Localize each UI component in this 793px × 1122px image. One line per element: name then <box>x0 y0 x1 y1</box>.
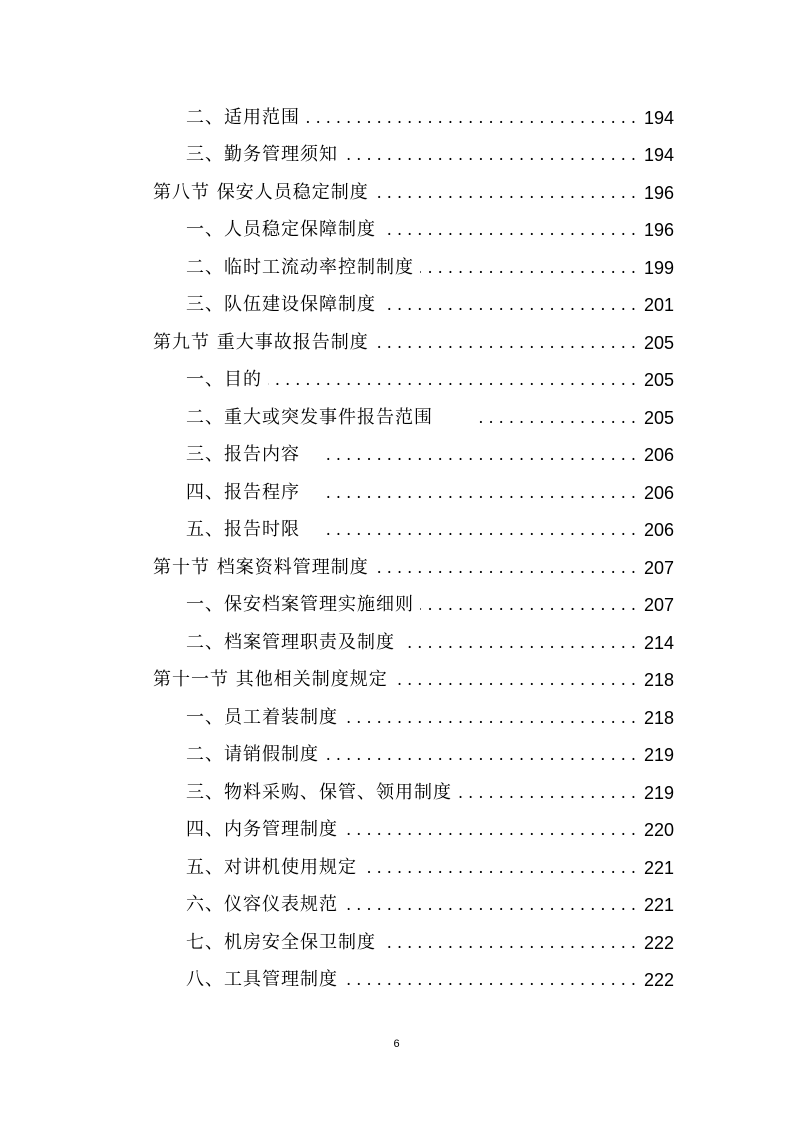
toc-entry-label: 一、人员稳定保障制度 <box>186 219 376 240</box>
toc-entry-label: 第十一节 其他相关制度规定 <box>153 669 388 690</box>
toc-entry-label: 五、对讲机使用规定 <box>186 857 357 878</box>
toc-entry[interactable] <box>186 362 674 398</box>
toc-entry[interactable] <box>186 100 674 136</box>
dot-leader <box>394 662 636 698</box>
toc-entry[interactable] <box>186 475 674 511</box>
toc-entry-label: 二、重大或突发事件报告范围 <box>186 407 433 428</box>
toc-entry-page: 201 <box>643 295 674 315</box>
toc-entry-page: 221 <box>643 858 674 878</box>
dot-leader <box>325 737 636 773</box>
toc-entry-label: 三、勤务管理须知 <box>186 144 338 165</box>
dot-leader <box>324 475 636 511</box>
toc-entry[interactable] <box>186 962 674 998</box>
dot-leader <box>382 212 636 248</box>
dot-leader <box>344 700 636 736</box>
toc-entry-page: 196 <box>643 183 674 203</box>
toc-entry-page: 205 <box>643 370 674 390</box>
dot-leader <box>344 812 636 848</box>
toc-entry-page: 207 <box>643 595 674 615</box>
toc-entry[interactable] <box>186 812 674 848</box>
dot-leader <box>344 962 636 998</box>
toc-entry-page: 214 <box>643 633 674 653</box>
dot-leader <box>306 100 636 136</box>
toc-entry-page: 194 <box>643 145 674 165</box>
toc-entry-label: 第九节 重大事故报告制度 <box>153 332 369 353</box>
toc-entry-label: 二、档案管理职责及制度 <box>186 632 395 653</box>
toc-entry-page: 205 <box>643 333 674 353</box>
toc-entry-label: 八、工具管理制度 <box>186 969 338 990</box>
toc-entry[interactable] <box>186 437 674 473</box>
dot-leader <box>344 137 636 173</box>
toc-entry-label: 七、机房安全保卫制度 <box>186 932 376 953</box>
toc-entry[interactable] <box>186 250 674 286</box>
dot-leader <box>382 925 636 961</box>
dot-leader <box>375 175 636 211</box>
toc-entry-label: 第八节 保安人员稳定制度 <box>153 182 369 203</box>
toc-entry-page: 219 <box>643 783 674 803</box>
toc-entry[interactable] <box>186 775 674 811</box>
toc-entry-page: 219 <box>643 745 674 765</box>
toc-entry-label: 四、内务管理制度 <box>186 819 338 840</box>
toc-entry-label: 六、仪容仪表规范 <box>186 894 338 915</box>
dot-leader <box>324 437 636 473</box>
toc-section-entry[interactable] <box>153 550 674 586</box>
toc-entry-page: 206 <box>643 520 674 540</box>
toc-entry-label: 第十节 档案资料管理制度 <box>153 557 369 578</box>
toc-entry-page: 222 <box>643 970 674 990</box>
toc-entry-page: 206 <box>643 445 674 465</box>
dot-leader <box>473 400 636 436</box>
toc-entry-page: 196 <box>643 220 674 240</box>
toc-entry-page: 207 <box>643 558 674 578</box>
toc-entry[interactable] <box>186 512 674 548</box>
toc-entry-page: 199 <box>643 258 674 278</box>
dot-leader <box>344 887 636 923</box>
dot-leader <box>375 550 636 586</box>
toc-section-entry[interactable] <box>153 175 674 211</box>
toc-entry[interactable] <box>186 925 674 961</box>
toc-entry-page: 194 <box>643 108 674 128</box>
page-number: 6 <box>393 1038 400 1050</box>
dot-leader <box>382 287 636 323</box>
toc-entry[interactable] <box>186 212 674 248</box>
toc-entry-label: 一、保安档案管理实施细则 <box>186 594 414 615</box>
toc-section-entry[interactable] <box>153 325 674 361</box>
toc-entry-label: 二、请销假制度 <box>186 744 319 765</box>
toc-entry-label: 三、队伍建设保障制度 <box>186 294 376 315</box>
toc-entry-label: 二、临时工流动率控制制度 <box>186 257 414 278</box>
toc-entry-label: 四、报告程序 <box>186 482 300 503</box>
toc-entry-label: 一、员工着装制度 <box>186 707 338 728</box>
toc-entry[interactable] <box>186 287 674 323</box>
toc-entry-page: 218 <box>643 708 674 728</box>
dot-leader <box>420 250 636 286</box>
toc-section-entry[interactable] <box>153 662 674 698</box>
dot-leader <box>268 362 636 398</box>
toc-entry[interactable] <box>186 587 674 623</box>
dot-leader <box>375 325 636 361</box>
toc-entry-label: 三、物料采购、保管、领用制度 <box>186 782 452 803</box>
toc-entry-page: 220 <box>643 820 674 840</box>
toc-entry[interactable] <box>186 137 674 173</box>
toc-entry-page: 206 <box>643 483 674 503</box>
toc-entry-page: 218 <box>643 670 674 690</box>
dot-leader <box>363 850 636 886</box>
toc-entry[interactable] <box>186 850 674 886</box>
toc-entry-label: 一、目的 <box>186 369 262 390</box>
toc-entry[interactable] <box>186 887 674 923</box>
toc-entry[interactable] <box>186 737 674 773</box>
toc-entry[interactable] <box>186 625 674 661</box>
dot-leader <box>458 775 636 811</box>
toc-entry-page: 205 <box>643 408 674 428</box>
toc-entry-label: 二、适用范围 <box>186 107 300 128</box>
dot-leader <box>401 625 636 661</box>
toc-entry-label: 五、报告时限 <box>186 519 300 540</box>
dot-leader <box>324 512 636 548</box>
toc-entry[interactable] <box>186 700 674 736</box>
dot-leader <box>420 587 636 623</box>
toc-entry-page: 222 <box>643 933 674 953</box>
toc-entry-label: 三、报告内容 <box>186 444 300 465</box>
toc-entry-page: 221 <box>643 895 674 915</box>
toc-entry[interactable] <box>186 400 674 436</box>
